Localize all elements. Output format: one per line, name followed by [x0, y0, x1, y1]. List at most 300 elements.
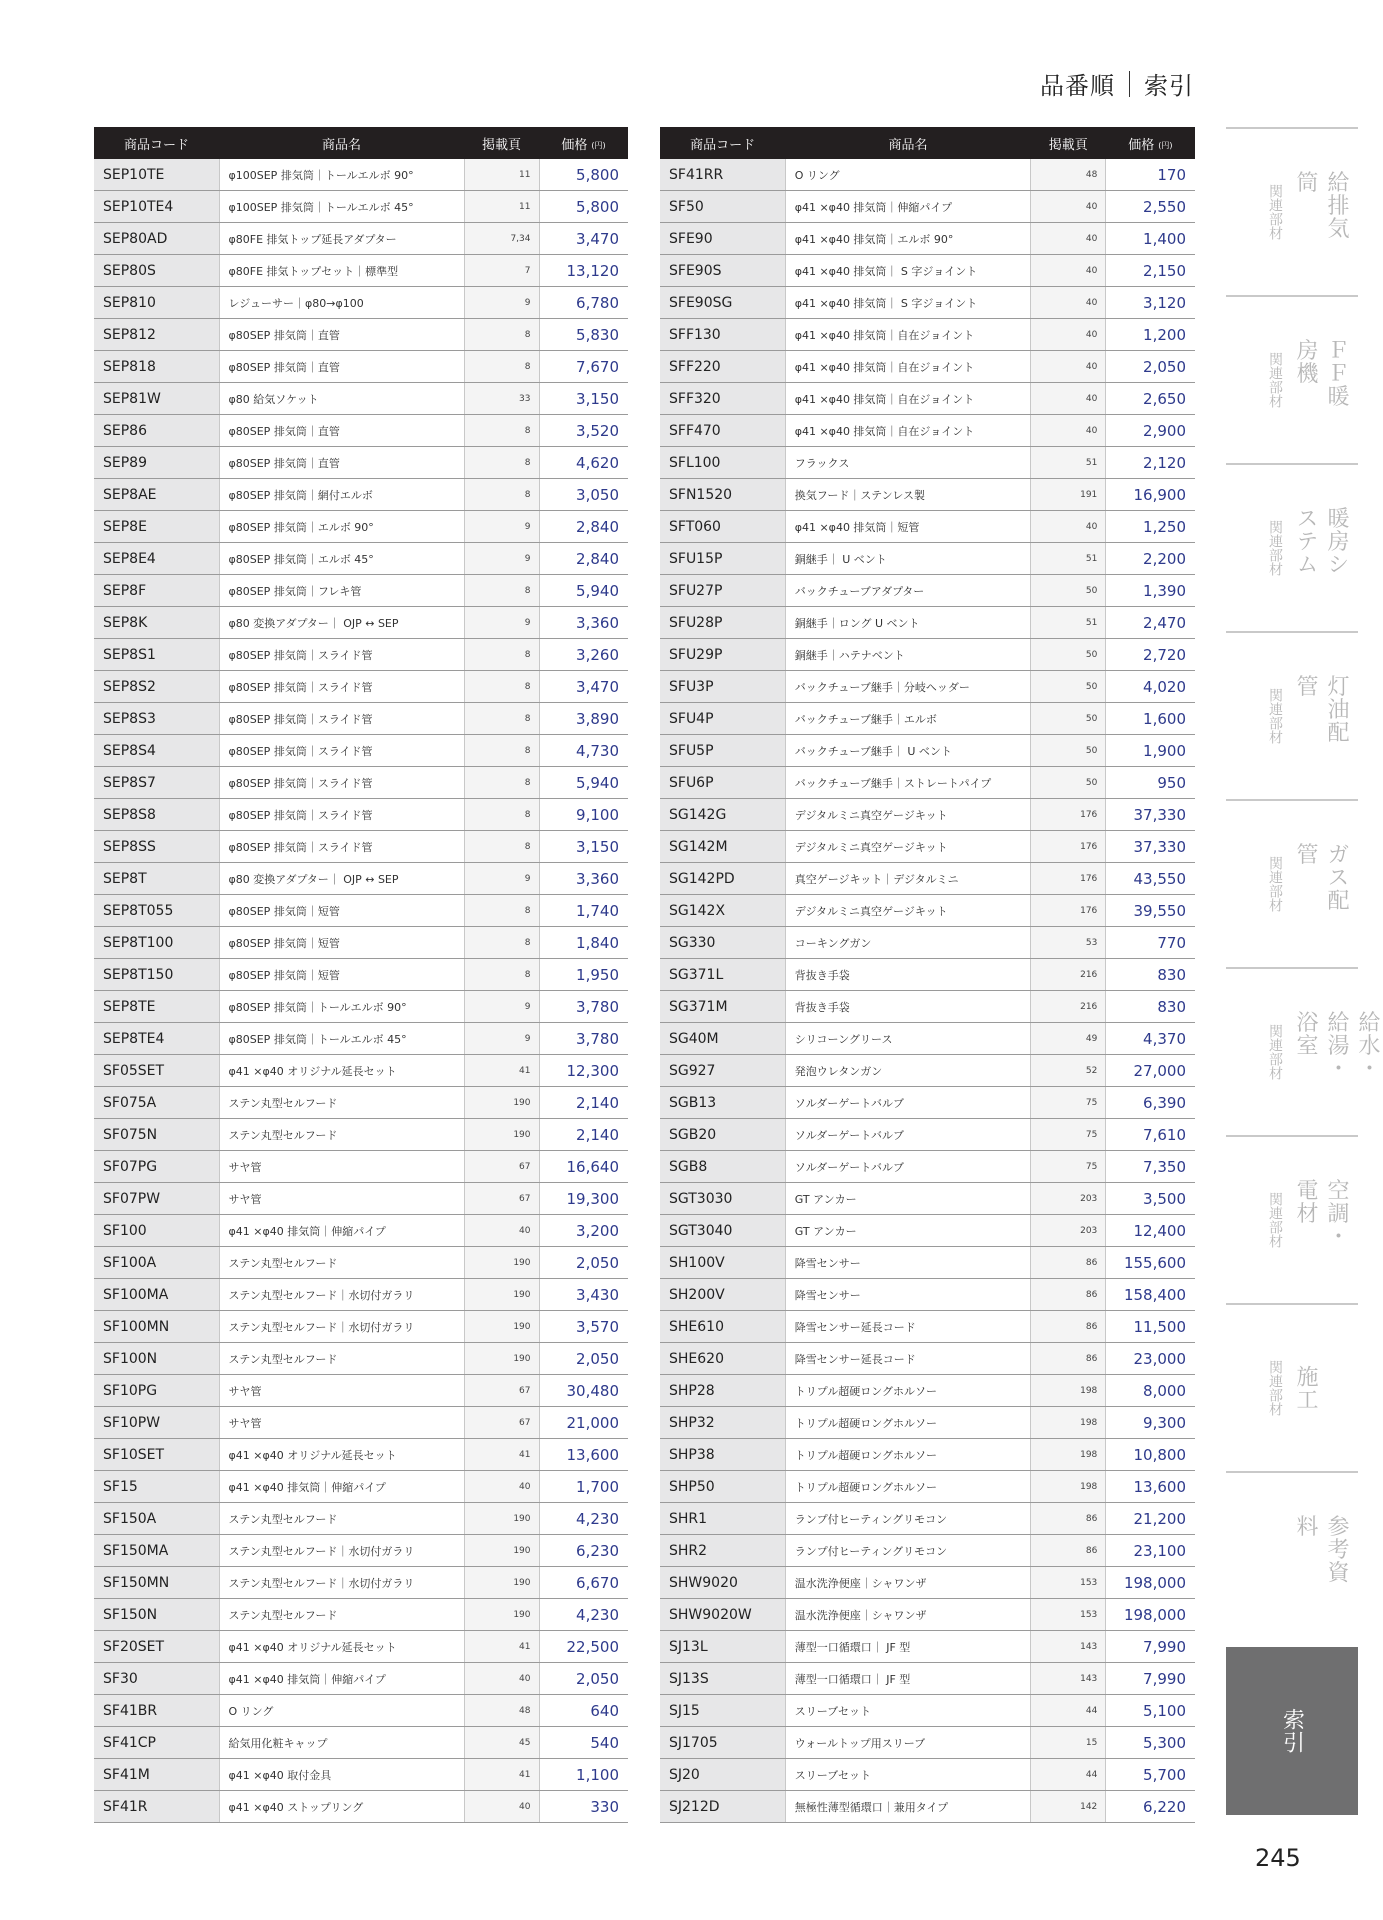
product-code: SEP89 [94, 447, 219, 479]
product-name: ステン丸型セルフード [219, 1087, 464, 1119]
product-name: 温水洗浄便座｜シャワンザ [785, 1599, 1030, 1631]
product-code: SF100MA [94, 1279, 219, 1311]
product-code: SF15 [94, 1471, 219, 1503]
product-code: SGT3040 [660, 1215, 785, 1247]
table-row [660, 607, 1195, 639]
price: 23,000 [1106, 1343, 1195, 1375]
product-name: φ80 給気ソケット [219, 383, 464, 415]
table-row [660, 223, 1195, 255]
page-number: 245 [1255, 1844, 1301, 1872]
price: 3,470 [539, 671, 628, 703]
product-name: 背抜き手袋 [785, 959, 1030, 991]
product-name: O リング [219, 1695, 464, 1727]
catalog-page: 9 [464, 1023, 539, 1055]
product-code: SHP50 [660, 1471, 785, 1503]
product-code: SEP10TE [94, 159, 219, 191]
price: 7,610 [1106, 1119, 1195, 1151]
index-table-right [660, 127, 1195, 1823]
catalog-page: 8 [464, 831, 539, 863]
table-row [660, 767, 1195, 799]
product-code: SF100N [94, 1343, 219, 1375]
table-row [94, 159, 628, 191]
catalog-page: 40 [1031, 191, 1106, 223]
section-tab-label: ガス配管 [1293, 842, 1349, 912]
price: 30,480 [539, 1375, 628, 1407]
product-code: SEP80S [94, 255, 219, 287]
product-name: ステン丸型セルフード [219, 1119, 464, 1151]
catalog-page: 50 [1031, 639, 1106, 671]
product-name: φ41 ×φ40 排気筒｜ S 字ジョイント [785, 287, 1030, 319]
catalog-page: 50 [1031, 767, 1106, 799]
section-tab-sublabel: 関連部材 [1267, 352, 1283, 408]
catalog-page: 198 [1031, 1471, 1106, 1503]
product-name: ステン丸型セルフード｜水切付ガラリ [219, 1279, 464, 1311]
price: 10,800 [1106, 1439, 1195, 1471]
product-code: SFU5P [660, 735, 785, 767]
catalog-page: 153 [1031, 1599, 1106, 1631]
table-row [660, 1439, 1195, 1471]
product-code: SEP10TE4 [94, 191, 219, 223]
product-code: SG40M [660, 1023, 785, 1055]
catalog-page: 9 [464, 543, 539, 575]
header-name: 商品名 [785, 127, 1030, 159]
product-code: SFN1520 [660, 479, 785, 511]
catalog-page: 8 [464, 351, 539, 383]
catalog-page: 8 [464, 959, 539, 991]
price: 4,230 [539, 1599, 628, 1631]
product-code: SF41CP [94, 1727, 219, 1759]
price: 2,550 [1106, 191, 1195, 223]
product-name: φ80SEP 排気筒｜スライド管 [219, 671, 464, 703]
product-code: SF30 [94, 1663, 219, 1695]
product-code: SEP8S8 [94, 799, 219, 831]
product-name: φ80 変換アダプター｜ OJP ↔ SEP [219, 607, 464, 639]
catalog-page: 176 [1031, 831, 1106, 863]
product-name: ステン丸型セルフード [219, 1503, 464, 1535]
catalog-page: 9 [464, 511, 539, 543]
price: 1,200 [1106, 319, 1195, 351]
product-name: スリーブセット [785, 1759, 1030, 1791]
catalog-page: 50 [1031, 671, 1106, 703]
table-row [94, 1535, 628, 1567]
table-body-right [660, 159, 1195, 1823]
price: 37,330 [1106, 831, 1195, 863]
table-row [660, 1151, 1195, 1183]
product-code: SEP8SS [94, 831, 219, 863]
price: 2,650 [1106, 383, 1195, 415]
price: 155,600 [1106, 1247, 1195, 1279]
price: 12,400 [1106, 1215, 1195, 1247]
table-row [94, 1023, 628, 1055]
product-name: トリプル超硬ロングホルソー [785, 1471, 1030, 1503]
product-name: φ41 ×φ40 排気筒｜自在ジョイント [785, 351, 1030, 383]
product-name: φ41 ×φ40 ストップリング [219, 1791, 464, 1823]
table-row [94, 991, 628, 1023]
price: 4,730 [539, 735, 628, 767]
catalog-page: 190 [464, 1087, 539, 1119]
catalog-page: 8 [464, 799, 539, 831]
table-header-row [660, 127, 1195, 159]
price: 21,200 [1106, 1503, 1195, 1535]
table-row [94, 1791, 628, 1823]
price: 1,390 [1106, 575, 1195, 607]
catalog-page: 50 [1031, 735, 1106, 767]
product-code: SEP8T150 [94, 959, 219, 991]
catalog-page: 67 [464, 1151, 539, 1183]
product-name: デジタルミニ真空ゲージキット [785, 799, 1030, 831]
product-code: SEP8T100 [94, 927, 219, 959]
catalog-page: 33 [464, 383, 539, 415]
price: 6,230 [539, 1535, 628, 1567]
table-row [660, 927, 1195, 959]
price: 39,550 [1106, 895, 1195, 927]
section-tab-sublabel: 関連部材 [1267, 1024, 1283, 1080]
product-code: SJ13L [660, 1631, 785, 1663]
price: 1,400 [1106, 223, 1195, 255]
product-name: 降雪センサー [785, 1247, 1030, 1279]
product-name: 背抜き手袋 [785, 991, 1030, 1023]
product-code: SFF130 [660, 319, 785, 351]
table-row [94, 1311, 628, 1343]
index-table-left [94, 127, 628, 1823]
catalog-page: 190 [464, 1311, 539, 1343]
catalog-page: 40 [464, 1471, 539, 1503]
product-name: 発泡ウレタンガン [785, 1055, 1030, 1087]
price: 2,150 [1106, 255, 1195, 287]
product-code: SF07PG [94, 1151, 219, 1183]
price: 6,670 [539, 1567, 628, 1599]
catalog-page: 190 [464, 1503, 539, 1535]
product-name: φ80FE 排気トップセット｜標準型 [219, 255, 464, 287]
table-row [660, 1119, 1195, 1151]
catalog-page: 7,34 [464, 223, 539, 255]
table-row [94, 1087, 628, 1119]
product-name: デジタルミニ真空ゲージキット [785, 831, 1030, 863]
catalog-page: 8 [464, 767, 539, 799]
product-code: SF07PW [94, 1183, 219, 1215]
product-code: SF100A [94, 1247, 219, 1279]
price: 1,740 [539, 895, 628, 927]
product-name: O リング [785, 159, 1030, 191]
header-price-label: 価格 [561, 137, 588, 153]
table-row [660, 1311, 1195, 1343]
product-code: SEP8S4 [94, 735, 219, 767]
catalog-page: 48 [464, 1695, 539, 1727]
catalog-page: 86 [1031, 1535, 1106, 1567]
catalog-page: 8 [464, 447, 539, 479]
price: 2,050 [539, 1343, 628, 1375]
section-tab-label: 給水・給湯・浴室 [1293, 1010, 1380, 1080]
product-name: φ80SEP 排気筒｜直管 [219, 415, 464, 447]
table-row [94, 1055, 628, 1087]
table-row [94, 447, 628, 479]
price: 7,990 [1106, 1631, 1195, 1663]
price: 5,940 [539, 575, 628, 607]
product-name: トリプル超硬ロングホルソー [785, 1407, 1030, 1439]
table-row [94, 799, 628, 831]
section-tab[interactable] [1226, 295, 1358, 463]
catalog-page: 41 [464, 1759, 539, 1791]
table-row [94, 1567, 628, 1599]
catalog-page: 8 [464, 319, 539, 351]
product-code: SF150MN [94, 1567, 219, 1599]
table-row [660, 863, 1195, 895]
section-tab[interactable] [1226, 1303, 1358, 1471]
product-code: SHP32 [660, 1407, 785, 1439]
table-body-left [94, 159, 628, 1823]
product-code: SFE90 [660, 223, 785, 255]
product-code: SF150A [94, 1503, 219, 1535]
product-name: φ80SEP 排気筒｜網付エルボ [219, 479, 464, 511]
catalog-page: 75 [1031, 1087, 1106, 1119]
catalog-page: 40 [1031, 287, 1106, 319]
table-row [660, 1599, 1195, 1631]
product-code: SHW9020 [660, 1567, 785, 1599]
table-row [660, 319, 1195, 351]
price: 16,640 [539, 1151, 628, 1183]
table-row [660, 543, 1195, 575]
table-row [660, 1343, 1195, 1375]
product-code: SEP8TE4 [94, 1023, 219, 1055]
price: 950 [1106, 767, 1195, 799]
table-row [660, 735, 1195, 767]
table-row [660, 255, 1195, 287]
product-name: φ41 ×φ40 排気筒｜自在ジョイント [785, 415, 1030, 447]
product-code: SEP8AE [94, 479, 219, 511]
table-row [660, 1759, 1195, 1791]
table-row [660, 1215, 1195, 1247]
header-code: 商品コード [660, 127, 785, 159]
table-row [94, 223, 628, 255]
catalog-page: 8 [464, 575, 539, 607]
section-tab[interactable] [1226, 799, 1358, 967]
header-price-unit: (円) [1158, 140, 1173, 150]
table-row [660, 895, 1195, 927]
product-code: SJ1705 [660, 1727, 785, 1759]
product-code: SF10PG [94, 1375, 219, 1407]
catalog-page: 44 [1031, 1759, 1106, 1791]
product-name: φ80SEP 排気筒｜直管 [219, 319, 464, 351]
product-name: 給気用化粧キャップ [219, 1727, 464, 1759]
catalog-page: 51 [1031, 607, 1106, 639]
price: 9,100 [539, 799, 628, 831]
catalog-page: 198 [1031, 1407, 1106, 1439]
table-row [660, 383, 1195, 415]
table-row [660, 799, 1195, 831]
product-code: SEP8T055 [94, 895, 219, 927]
catalog-page: 8 [464, 415, 539, 447]
product-name: φ80SEP 排気筒｜エルボ 90° [219, 511, 464, 543]
section-tab[interactable] [1226, 127, 1358, 295]
catalog-page: 40 [1031, 415, 1106, 447]
product-code: SFU3P [660, 671, 785, 703]
table-row [660, 1183, 1195, 1215]
table-row [660, 639, 1195, 671]
product-name: ステン丸型セルフード｜水切付ガラリ [219, 1567, 464, 1599]
catalog-page: 143 [1031, 1663, 1106, 1695]
table-row [94, 927, 628, 959]
table-row [94, 575, 628, 607]
product-code: SFL100 [660, 447, 785, 479]
catalog-page: 40 [1031, 223, 1106, 255]
product-name: ステン丸型セルフード [219, 1599, 464, 1631]
table-row [660, 1567, 1195, 1599]
product-code: SEP80AD [94, 223, 219, 255]
section-tab[interactable] [1226, 1471, 1358, 1639]
product-code: SEP81W [94, 383, 219, 415]
product-name: φ41 ×φ40 排気筒｜伸縮パイプ [219, 1471, 464, 1503]
header-name: 商品名 [219, 127, 464, 159]
section-tab[interactable] [1226, 967, 1380, 1135]
catalog-page: 9 [464, 991, 539, 1023]
price: 1,900 [1106, 735, 1195, 767]
table-row [94, 1471, 628, 1503]
section-tab[interactable] [1226, 631, 1358, 799]
table-row [94, 767, 628, 799]
section-tab-label: 空調・電材 [1293, 1178, 1349, 1248]
product-code: SF41R [94, 1791, 219, 1823]
table-row [94, 287, 628, 319]
price: 3,360 [539, 863, 628, 895]
product-name: φ80SEP 排気筒｜短管 [219, 959, 464, 991]
section-tab[interactable] [1226, 1135, 1358, 1303]
catalog-page: 44 [1031, 1695, 1106, 1727]
catalog-page: 41 [464, 1439, 539, 1471]
price: 27,000 [1106, 1055, 1195, 1087]
table-row [94, 607, 628, 639]
product-name: 換気フード｜ステンレス製 [785, 479, 1030, 511]
product-name: φ80SEP 排気筒｜短管 [219, 927, 464, 959]
table-row [94, 1631, 628, 1663]
price: 5,800 [539, 159, 628, 191]
price: 3,780 [539, 991, 628, 1023]
product-name: 降雪センサー延長コード [785, 1311, 1030, 1343]
product-name: φ41 ×φ40 排気筒｜短管 [785, 511, 1030, 543]
product-code: SF100 [94, 1215, 219, 1247]
product-name: レジューサー｜φ80→φ100 [219, 287, 464, 319]
product-code: SHR2 [660, 1535, 785, 1567]
catalog-page: 176 [1031, 895, 1106, 927]
product-name: ソルダーゲートバルブ [785, 1151, 1030, 1183]
catalog-page: 190 [464, 1567, 539, 1599]
product-name: ステン丸型セルフード [219, 1343, 464, 1375]
catalog-page: 190 [464, 1119, 539, 1151]
table-row [94, 639, 628, 671]
product-code: SEP8E4 [94, 543, 219, 575]
product-code: SJ13S [660, 1663, 785, 1695]
product-name: ソルダーゲートバルブ [785, 1119, 1030, 1151]
product-name: ウォールトップ用スリーブ [785, 1727, 1030, 1759]
table-row [94, 383, 628, 415]
product-code: SGB20 [660, 1119, 785, 1151]
price: 3,430 [539, 1279, 628, 1311]
product-code: SFE90SG [660, 287, 785, 319]
product-code: SEP8TE [94, 991, 219, 1023]
catalog-page: 86 [1031, 1279, 1106, 1311]
price: 3,570 [539, 1311, 628, 1343]
product-name: 温水洗浄便座｜シャワンザ [785, 1567, 1030, 1599]
catalog-page: 191 [1031, 479, 1106, 511]
catalog-page: 67 [464, 1375, 539, 1407]
catalog-page: 40 [1031, 255, 1106, 287]
price: 2,050 [539, 1663, 628, 1695]
product-name: 銅継手｜ロング U ベント [785, 607, 1030, 639]
table-row [94, 895, 628, 927]
product-name: φ41 ×φ40 排気筒｜エルボ 90° [785, 223, 1030, 255]
product-name: バックチューブ継手｜エルボ [785, 703, 1030, 735]
section-tab[interactable] [1226, 1647, 1358, 1815]
catalog-page: 198 [1031, 1375, 1106, 1407]
product-name: バックチューブ継手｜分岐ヘッダー [785, 671, 1030, 703]
title-order: 品番順 [1040, 72, 1115, 100]
table-row [660, 703, 1195, 735]
product-name: GT アンカー [785, 1183, 1030, 1215]
product-name: φ80 変換アダプター｜ OJP ↔ SEP [219, 863, 464, 895]
section-tabs [1226, 127, 1380, 1815]
product-code: SFU27P [660, 575, 785, 607]
table-row [660, 415, 1195, 447]
table-row [94, 1503, 628, 1535]
product-name: φ100SEP 排気筒｜トールエルボ 45° [219, 191, 464, 223]
section-tab[interactable] [1226, 463, 1358, 631]
table-header-row [94, 127, 628, 159]
product-code: SF20SET [94, 1631, 219, 1663]
catalog-page: 190 [464, 1279, 539, 1311]
section-tab-label: ＦＦ暖房機 [1293, 338, 1349, 408]
product-code: SFU28P [660, 607, 785, 639]
product-code: SHE610 [660, 1311, 785, 1343]
product-code: SF05SET [94, 1055, 219, 1087]
table-row [660, 991, 1195, 1023]
price: 5,940 [539, 767, 628, 799]
price: 6,220 [1106, 1791, 1195, 1823]
table-row [94, 703, 628, 735]
table-row [94, 319, 628, 351]
price: 7,350 [1106, 1151, 1195, 1183]
table-row [94, 735, 628, 767]
product-name: φ80SEP 排気筒｜スライド管 [219, 735, 464, 767]
product-code: SEP8S3 [94, 703, 219, 735]
product-name: 降雪センサー延長コード [785, 1343, 1030, 1375]
product-code: SF41RR [660, 159, 785, 191]
product-name: バックチューブ継手｜ストレートパイプ [785, 767, 1030, 799]
catalog-page: 50 [1031, 575, 1106, 607]
product-code: SHR1 [660, 1503, 785, 1535]
product-name: ステン丸型セルフード｜水切付ガラリ [219, 1535, 464, 1567]
price: 1,600 [1106, 703, 1195, 735]
catalog-page: 9 [464, 607, 539, 639]
price: 5,300 [1106, 1727, 1195, 1759]
catalog-page: 50 [1031, 703, 1106, 735]
price: 5,100 [1106, 1695, 1195, 1727]
product-code: SEP818 [94, 351, 219, 383]
product-name: ステン丸型セルフード [219, 1247, 464, 1279]
product-name: φ80SEP 排気筒｜スライド管 [219, 639, 464, 671]
section-tab-sublabel: 関連部材 [1267, 688, 1283, 744]
product-name: φ41 ×φ40 取付金具 [219, 1759, 464, 1791]
product-code: SJ20 [660, 1759, 785, 1791]
table-row [660, 1407, 1195, 1439]
catalog-page: 52 [1031, 1055, 1106, 1087]
product-name: フラックス [785, 447, 1030, 479]
catalog-page: 53 [1031, 927, 1106, 959]
product-code: SGT3030 [660, 1183, 785, 1215]
product-name: ランプ付ヒーティングリモコン [785, 1535, 1030, 1567]
header-price-unit: (円) [591, 140, 606, 150]
catalog-page: 48 [1031, 159, 1106, 191]
title-index: 索引 [1144, 72, 1194, 100]
price: 22,500 [539, 1631, 628, 1663]
